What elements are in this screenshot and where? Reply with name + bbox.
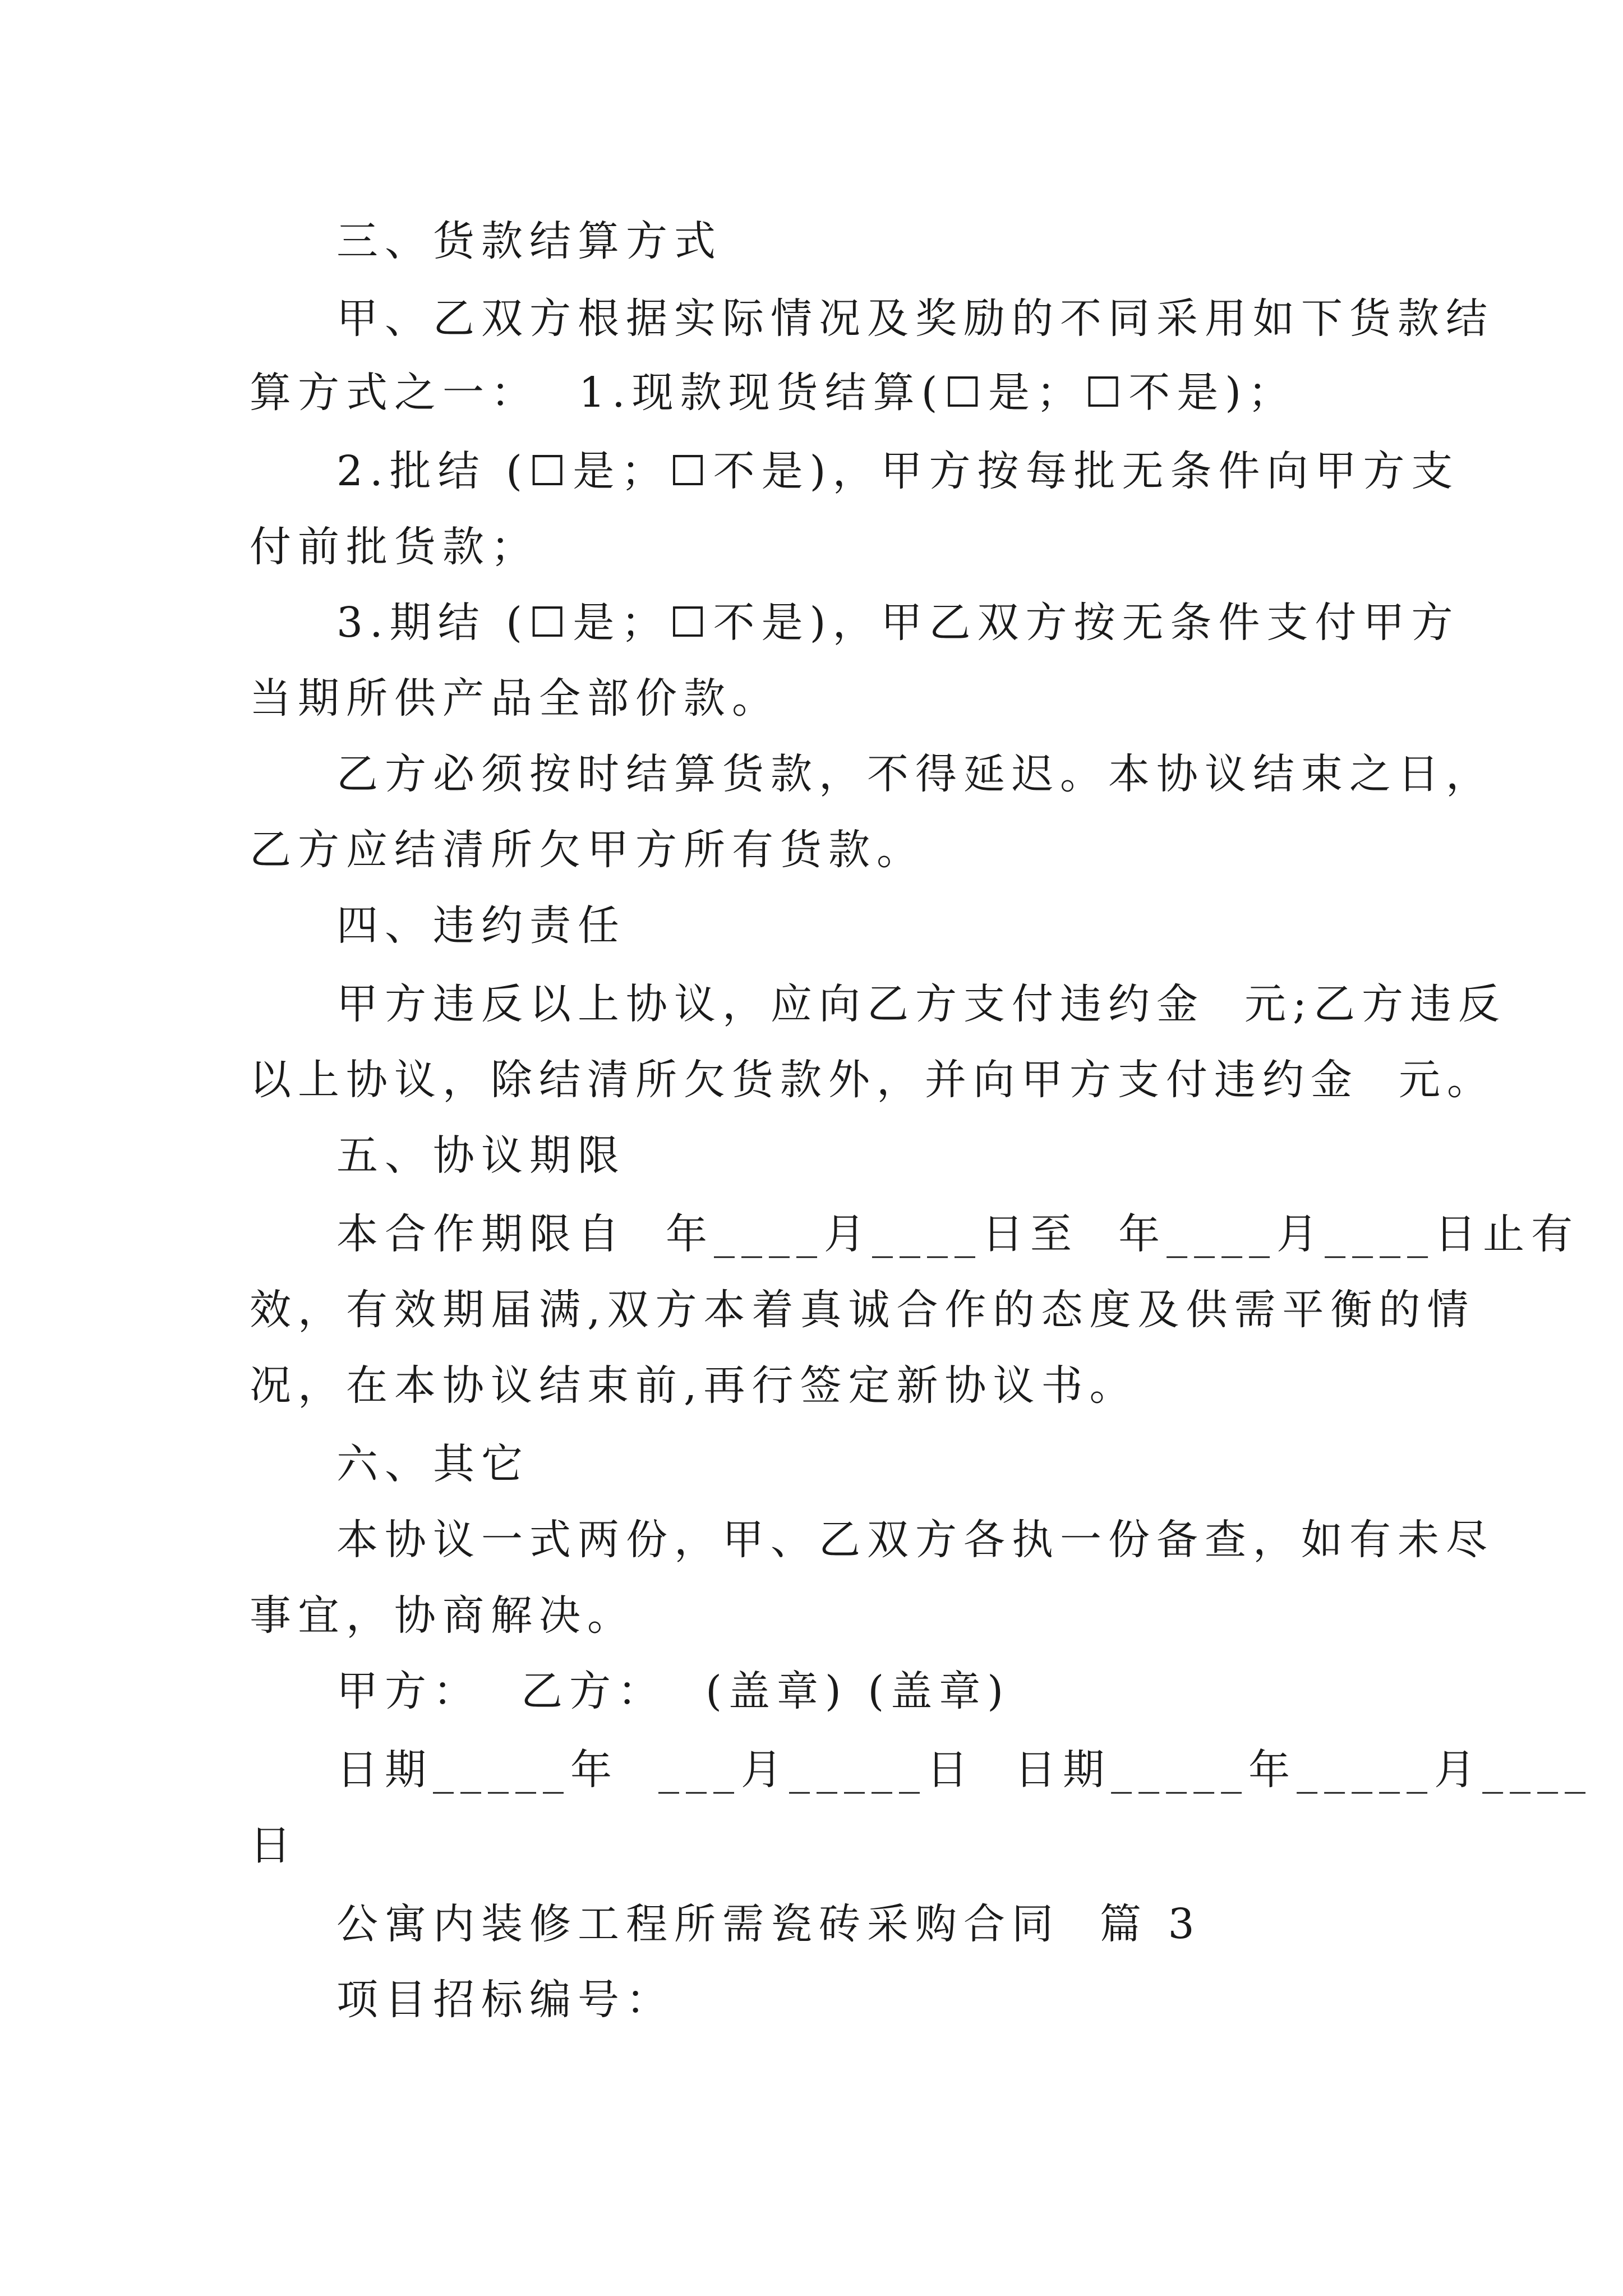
date-line2: 日 xyxy=(250,1821,298,1870)
section5-body-line1: 本合作期限自 年____月____日至 年____月____日止有 xyxy=(336,1210,1580,1258)
bid-number-label: 项目招标编号： xyxy=(336,1976,674,2024)
section6-body-line2: 事宜，协商解决。 xyxy=(250,1591,635,1640)
section3-note-line2: 乙方应结清所欠甲方所有货款。 xyxy=(250,826,925,874)
section3-item3-line2: 当期所供产品全部价款。 xyxy=(250,674,780,723)
section6-body-line1: 本协议一式两份，甲、乙双方各执一份备查，如有未尽 xyxy=(336,1516,1494,1564)
section5-body-line2: 效，有效期届满,双方本着真诚合作的态度及供需平衡的情 xyxy=(250,1286,1476,1334)
section3-intro-line2: 算方式之一： 1.现款现货结算(☐是；☐不是)； xyxy=(250,369,1297,417)
section3-item3-line1: 3.期结 (☐是；☐不是)，甲乙双方按无条件支付甲方 xyxy=(336,599,1460,647)
section3-item2-line2: 付前批货款； xyxy=(250,523,539,571)
section4-heading: 四、违约责任 xyxy=(336,901,626,950)
section5-body-line3: 况，在本协议结束前,再行签定新协议书。 xyxy=(250,1361,1138,1410)
next-contract-title: 公寓内装修工程所需瓷砖采购合同 篇 3 xyxy=(336,1900,1201,1948)
section3-item2-line1: 2.批结 (☐是；☐不是)，甲方按每批无条件向甲方支 xyxy=(336,447,1460,495)
section5-heading: 五、协议期限 xyxy=(336,1131,626,1180)
section3-note-line1: 乙方必须按时结算货款，不得延迟。本协议结束之日， xyxy=(336,750,1494,798)
section4-body-line1: 甲方违反以上协议，应向乙方支付违约金 元;乙方违反 xyxy=(336,980,1506,1028)
section6-heading: 六、其它 xyxy=(336,1440,529,1488)
section3-intro-line1: 甲、乙双方根据实际情况及奖励的不同采用如下货款结 xyxy=(336,295,1494,343)
section3-heading: 三、货款结算方式 xyxy=(336,217,722,265)
date-line1: 日期_____年 ___月_____日 日期_____年_____月____ xyxy=(336,1746,1593,1794)
section4-body-line2: 以上协议，除结清所欠货款外，并向甲方支付违约金 元。 xyxy=(250,1056,1496,1104)
signature-line: 甲方： 乙方： (盖章) (盖章) xyxy=(336,1667,1011,1715)
